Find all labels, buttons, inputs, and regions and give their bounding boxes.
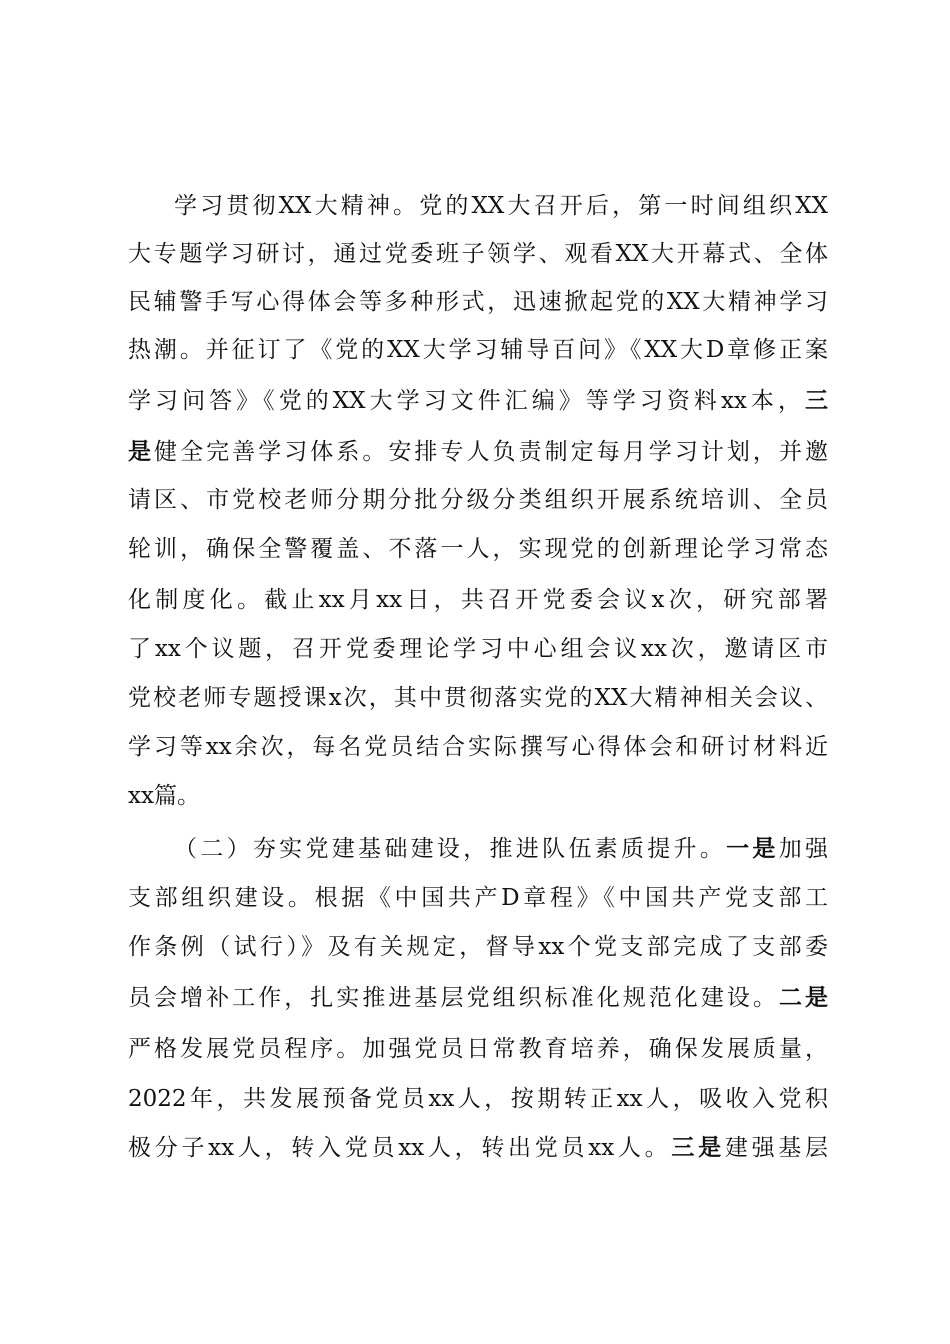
paragraph-line-15 xyxy=(128,878,828,918)
text-segment: 严格发展党员程序。加强党员日常教育培养，确保发展质量， xyxy=(128,1036,828,1062)
paragraph-line-18 xyxy=(128,1029,828,1069)
text-segment: 员会增补工作，扎实推进基层党组织标准化规范化建设。 xyxy=(128,985,779,1011)
text-segment: 热潮。并征订了《党的XX大学习辅导百问》《XX大D章修正案 xyxy=(128,337,828,363)
bold-text-segment: 是 xyxy=(128,438,155,465)
text-segment: 化制度化。截止xx月xx日，共召开党委会议x次，研究部署 xyxy=(128,587,828,613)
bold-text-segment: 二是 xyxy=(778,984,829,1011)
paragraph-line-9 xyxy=(128,580,828,620)
paragraph-line-13 xyxy=(128,776,828,816)
text-segment: 大专题学习研讨，通过党委班子领学、观看XX大开幕式、全体 xyxy=(128,241,828,267)
text-segment: 作条例（试行）》及有关规定，督导xx个党支部完成了支部委 xyxy=(128,934,828,960)
bold-text-segment: 三 xyxy=(805,387,828,414)
paragraph-line-12 xyxy=(128,727,828,767)
paragraph-line-19 xyxy=(128,1079,828,1119)
text-segment: 建强基层 xyxy=(724,1135,829,1161)
text-segment: 轮训，确保全警覆盖、不落一人，实现党的创新理论学习常态 xyxy=(128,536,828,562)
paragraph-line-2 xyxy=(128,234,828,274)
paragraph-line-17 xyxy=(128,978,828,1018)
paragraph-line-7 xyxy=(128,480,828,520)
text-segment: 支部组织建设。根据《中国共产D章程》《中国共产党支部工 xyxy=(128,885,828,911)
text-segment: 请区、市党校老师分期分批分级分类组织开展系统培训、全员 xyxy=(128,487,828,513)
text-segment: 健全完善学习体系。安排专人负责制定每月学习计划，并邀 xyxy=(154,439,829,465)
text-segment: 了xx个议题，召开党委理论学习中心组会议xx次，邀请区市 xyxy=(128,636,828,662)
paragraph-line-3 xyxy=(128,282,828,322)
paragraph-line-5 xyxy=(128,381,828,421)
text-segment: xx篇。 xyxy=(128,783,200,809)
text-segment: （二）夯实党建基础建设，推进队伍素质提升。 xyxy=(174,836,727,862)
text-segment: 加强 xyxy=(778,836,829,862)
text-segment: 党校老师专题授课x次，其中贯彻落实党的XX大精神相关会议、 xyxy=(128,685,828,711)
paragraph-line-10 xyxy=(128,629,828,669)
paragraph-line-16 xyxy=(128,927,828,967)
text-segment: 学习问答》《党的XX大学习文件汇编》等学习资料xx本， xyxy=(128,388,805,414)
paragraph-line-6 xyxy=(128,432,828,472)
paragraph-line-20 xyxy=(128,1128,828,1168)
paragraph-line-11 xyxy=(128,678,828,718)
text-segment: 学习等xx余次，每名党员结合实际撰写心得体会和研讨材料近 xyxy=(128,734,828,760)
bold-text-segment: 一是 xyxy=(726,835,779,862)
text-segment: 学习贯彻XX大精神。党的XX大召开后，第一时间组织XX xyxy=(174,193,828,219)
text-segment: 民辅警手写心得体会等多种形式，迅速掀起党的XX大精神学习 xyxy=(128,289,828,315)
paragraph-line-14 xyxy=(174,829,828,869)
bold-text-segment: 三是 xyxy=(671,1134,725,1161)
text-segment: 极分子xx人，转入党员xx人，转出党员xx人。 xyxy=(128,1135,672,1161)
text-segment: 2022年，共发展预备党员xx人，按期转正xx人，吸收入党积 xyxy=(128,1086,828,1112)
paragraph-line-8 xyxy=(128,529,828,569)
paragraph-line-4 xyxy=(128,330,828,370)
paragraph-line-1 xyxy=(174,186,828,226)
